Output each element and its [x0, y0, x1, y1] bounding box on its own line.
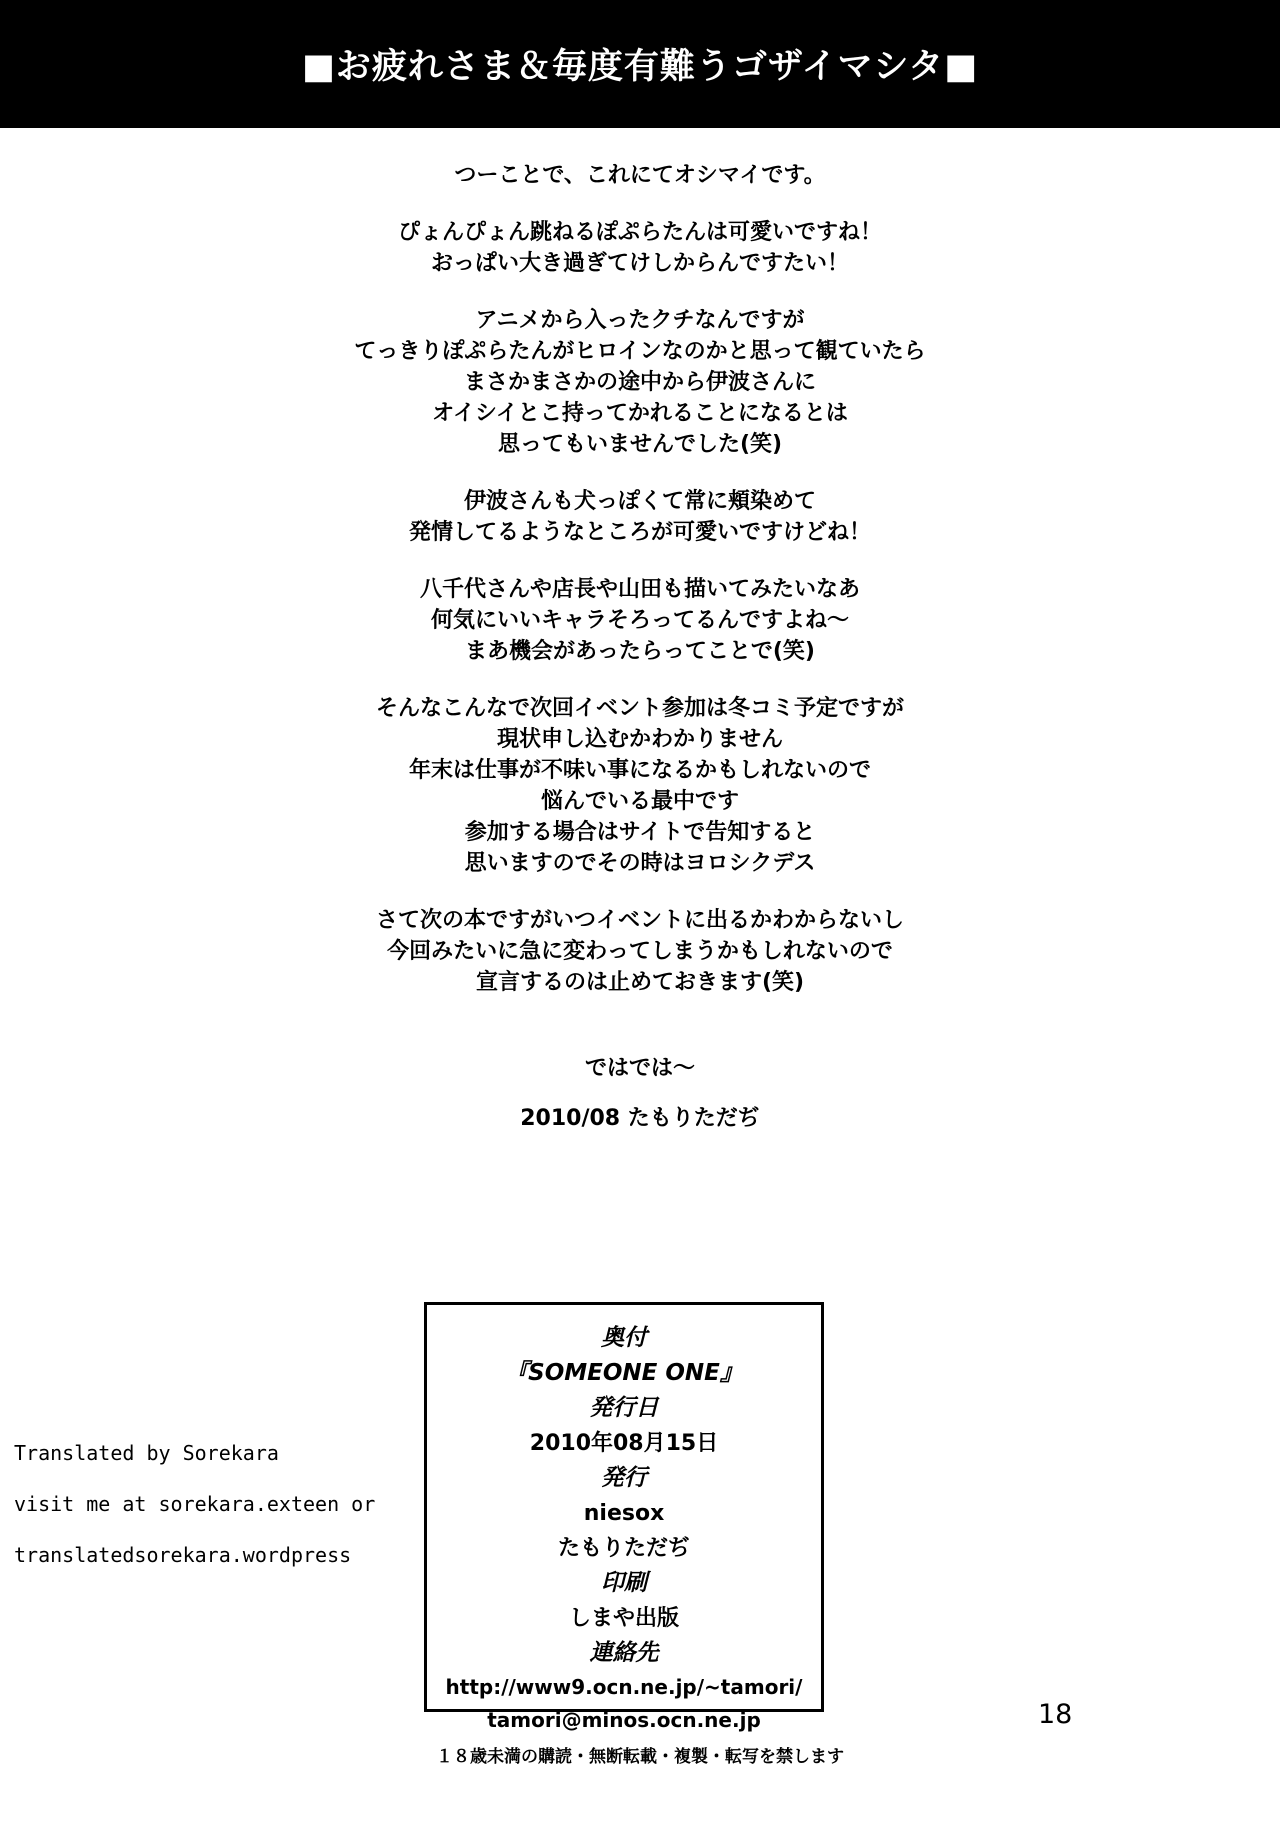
afterword-line: 発情してるようなところが可愛いですけどね！: [408, 520, 871, 545]
afterword-line: 思いますのでその時はヨロシクデス: [464, 851, 816, 876]
colophon-box: [424, 1302, 824, 1732]
afterword-line: てっきりぽぷらたんがヒロインなのかと思って観ていたら: [354, 339, 926, 364]
afterword-line: 年末は仕事が不味い事になるかもしれないので: [408, 758, 871, 783]
colophon-author-value: たもりただぢ: [557, 1536, 690, 1561]
colophon-pubdate-value: 2010年08月15日: [529, 1431, 719, 1456]
page-number: 18: [1038, 1699, 1073, 1730]
afterword-line: つーことで、これにてオシマイです。: [454, 163, 826, 188]
colophon-email-link[interactable]: tamori@minos.ocn.ne.jp: [487, 1708, 761, 1732]
afterword-signoff: [0, 1044, 1280, 1144]
afterword-paragraph: [0, 160, 1280, 191]
translator-credit: [14, 1428, 434, 1581]
translator-line: visit me at sorekara.exteen or: [14, 1492, 376, 1516]
afterword-paragraph: [0, 305, 1280, 460]
afterword-paragraph: [0, 905, 1280, 998]
colophon-website-link[interactable]: http://www9.ocn.ne.jp/~tamori/: [445, 1675, 803, 1699]
afterword-paragraph: [0, 217, 1280, 279]
colophon-pubdate-label: 発行日: [589, 1395, 659, 1421]
colophon-contact-label: 連絡先: [589, 1640, 659, 1666]
colophon-title: 奥付: [601, 1325, 647, 1351]
top-banner: [0, 0, 1280, 128]
translator-line: translatedsorekara.wordpress: [14, 1543, 352, 1567]
afterword-line: 何気にいいキャラそろってるんですよね〜: [430, 608, 849, 633]
afterword-line: おっぱい大き過ぎてけしからんですたい！: [430, 251, 849, 276]
colophon-printer-value: しまや出版: [568, 1606, 679, 1631]
afterword-line: アニメから入ったクチなんですが: [475, 308, 805, 333]
signoff-date-author: 2010/08 たもりただぢ: [520, 1106, 760, 1131]
afterword-line: 思ってもいませんでした(笑): [497, 432, 783, 457]
afterword-text: [0, 160, 1280, 1144]
colophon-work-title: 『SOMEONE ONE』: [505, 1360, 743, 1386]
afterword-line: オイシイとこ持ってかれることになるとは: [432, 401, 848, 426]
afterword-line: さて次の本ですがいつイベントに出るかわからないし: [375, 908, 904, 933]
afterword-line: 悩んでいる最中です: [540, 789, 739, 814]
signoff-greeting: ではでは〜: [584, 1056, 695, 1081]
colophon-printer-label: 印刷: [601, 1570, 647, 1596]
footer-notice: １８歳未満の購読・無断転載・複製・転写を禁します: [436, 1747, 844, 1767]
colophon-publisher-value: niesox: [583, 1501, 665, 1526]
afterword-line: まさかまさかの途中から伊波さんに: [463, 370, 816, 395]
translator-line: Translated by Sorekara: [14, 1441, 279, 1465]
afterword-paragraph: [0, 693, 1280, 879]
afterword-line: 宣言するのは止めておきます(笑): [475, 970, 805, 995]
afterword-line: そんなこんなで次回イベント参加は冬コミ予定ですが: [375, 696, 904, 721]
afterword-line: 八千代さんや店長や山田も描いてみたいなあ: [419, 577, 860, 602]
afterword-line: 伊波さんも犬っぽくて常に頬染めて: [463, 489, 816, 514]
afterword-line: 現状申し込むかわかりません: [496, 727, 783, 752]
afterword-paragraph: [0, 574, 1280, 667]
afterword-line: ぴょんぴょん跳ねるぽぷらたんは可愛いですね！: [397, 220, 882, 245]
afterword-line: 今回みたいに急に変わってしまうかもしれないので: [387, 939, 893, 964]
afterword-line: まあ機会があったらってことで(笑): [465, 639, 815, 664]
afterword-paragraph: [0, 486, 1280, 548]
afterword-line: 参加する場合はサイトで告知すると: [464, 820, 816, 845]
banner-title: ■お疲れさま＆毎度有難うゴザイマシタ■: [301, 47, 979, 87]
colophon-publisher-label: 発行: [601, 1465, 647, 1491]
